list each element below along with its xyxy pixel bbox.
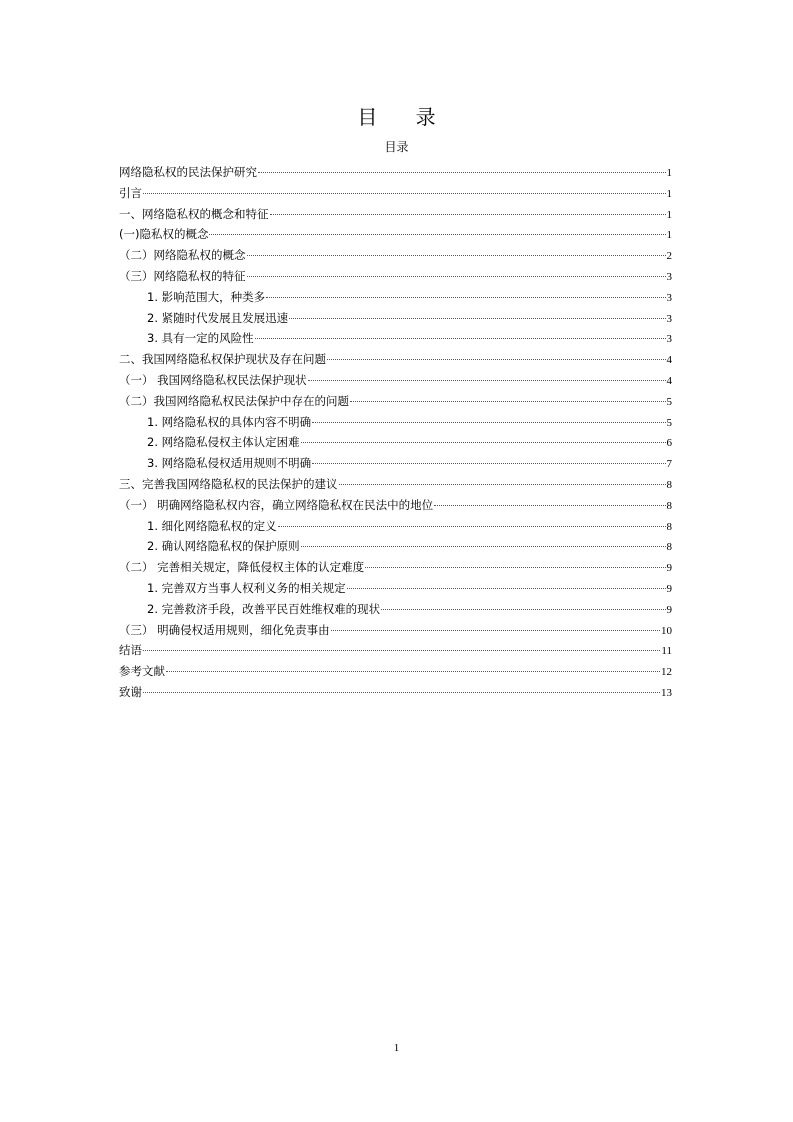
toc-entry-page: 12 (661, 666, 672, 679)
dot-leader (166, 671, 660, 672)
toc-entry-label: 1. 完善双方当事人权利义务的相关规定 (147, 580, 346, 595)
dot-leader (312, 422, 665, 423)
toc-entry-page: 13 (661, 686, 672, 699)
dot-leader (255, 338, 666, 339)
toc-entry-page: 2 (666, 250, 672, 263)
toc-entry-page: 11 (661, 645, 672, 658)
toc-entry-label: （三） 明确侵权适用规则，细化免责事由 (119, 622, 330, 637)
toc-entry[interactable] (119, 578, 672, 599)
dot-leader (143, 193, 666, 194)
dot-leader (301, 546, 666, 547)
toc-entry-page: 4 (666, 374, 672, 387)
toc-entry[interactable] (119, 682, 672, 703)
toc-entry-page: 3 (666, 291, 672, 304)
toc-entry[interactable] (119, 536, 672, 557)
toc-entry-page: 1 (666, 229, 672, 242)
toc-entry[interactable] (119, 266, 672, 287)
toc-entry-label: 致谢 (119, 684, 142, 699)
toc-entry-label: 一、网络隐私权的概念和特征 (119, 206, 269, 221)
toc-entry[interactable] (119, 495, 672, 516)
dot-leader (381, 609, 665, 610)
dot-leader (350, 401, 666, 402)
toc-entry-page: 1 (666, 167, 672, 179)
toc-entry[interactable] (119, 557, 672, 578)
toc-entry-label: 参考文献 (119, 664, 165, 679)
toc-entry-label: 3. 网络隐私侵权适用规则不明确 (147, 456, 312, 471)
toc-entry[interactable] (119, 245, 672, 266)
toc-entry[interactable] (119, 204, 672, 225)
toc-entry-label: （二）网络隐私权的概念 (119, 248, 246, 263)
toc-entry-label: （二）我国网络隐私权民法保护中存在的问题 (119, 393, 349, 408)
footer-page-number: 1 (393, 1042, 400, 1054)
toc-entry[interactable] (119, 308, 672, 329)
dot-leader (289, 318, 665, 319)
toc-entry-page: 8 (666, 520, 672, 533)
toc-entry-page: 4 (666, 354, 672, 367)
toc-entry[interactable] (119, 287, 672, 308)
page-title: 目 录 (357, 105, 452, 129)
toc-entry-label: 2. 网络隐私侵权主体认定困难 (147, 435, 300, 450)
dot-leader (347, 588, 666, 589)
toc-entry[interactable] (119, 640, 672, 661)
toc-entry-label: （二） 完善相关规定，降低侵权主体的认定难度 (119, 560, 365, 575)
toc-entry[interactable] (119, 474, 672, 495)
toc-entry-label: 2. 完善救济手段，改善平民百姓维权难的现状 (147, 601, 381, 616)
toc-entry-label: 2. 紧随时代发展且发展迅速 (147, 310, 289, 325)
toc-entry[interactable] (119, 516, 672, 537)
toc-entry[interactable] (119, 661, 672, 682)
toc-entry-label: （三）网络隐私权的特征 (119, 268, 246, 283)
dot-leader (258, 172, 666, 173)
dot-leader (247, 255, 666, 256)
toc-entry[interactable] (119, 620, 672, 641)
toc-entry[interactable] (119, 224, 672, 245)
toc-entry-label: 二、我国网络隐私权保护现状及存在问题 (119, 352, 326, 367)
table-of-contents (119, 162, 672, 703)
toc-entry[interactable] (119, 599, 672, 620)
dot-leader (327, 359, 666, 360)
toc-entry[interactable] (119, 328, 672, 349)
dot-leader (365, 567, 665, 568)
dot-leader (278, 526, 666, 527)
dot-leader (339, 484, 666, 485)
toc-entry-label: 引言 (119, 185, 142, 200)
toc-entry-label: 结语 (119, 643, 142, 658)
toc-entry-page: 5 (666, 416, 672, 429)
toc-entry-label: 三、完善我国网络隐私权的民法保护的建议 (119, 476, 338, 491)
dot-leader (209, 234, 665, 235)
toc-entry-label: (一)隐私权的概念 (119, 227, 209, 242)
toc-entry[interactable] (119, 412, 672, 433)
toc-entry-page: 9 (666, 603, 672, 616)
dot-leader (301, 442, 666, 443)
toc-entry-page: 8 (666, 499, 672, 512)
toc-entry-page: 1 (666, 187, 672, 200)
toc-entry-page: 8 (666, 478, 672, 491)
toc-heading: 目录 (384, 140, 409, 154)
dot-leader (331, 630, 660, 631)
dot-leader (143, 650, 660, 651)
dot-leader (434, 505, 665, 506)
dot-leader (270, 214, 666, 215)
toc-entry-page: 1 (666, 208, 672, 221)
toc-entry-label: 1. 网络隐私权的具体内容不明确 (147, 414, 312, 429)
toc-entry-label: 网络隐私权的民法保护研究 (119, 165, 257, 179)
toc-entry-page: 8 (666, 541, 672, 554)
dot-leader (143, 692, 660, 693)
toc-entry[interactable] (119, 162, 672, 183)
toc-entry[interactable] (119, 391, 672, 412)
dot-leader (266, 297, 665, 298)
dot-leader (308, 380, 666, 381)
toc-entry-page: 3 (666, 333, 672, 346)
toc-entry-page: 7 (666, 458, 672, 471)
toc-entry-label: （一） 我国网络隐私权民法保护现状 (119, 372, 307, 387)
toc-entry[interactable] (119, 349, 672, 370)
dot-leader (247, 276, 666, 277)
toc-entry-label: 3. 具有一定的风险性 (147, 331, 254, 346)
toc-entry[interactable] (119, 183, 672, 204)
toc-entry[interactable] (119, 453, 672, 474)
toc-entry-page: 9 (666, 562, 672, 575)
toc-entry[interactable] (119, 432, 672, 453)
toc-entry-page: 10 (661, 624, 672, 637)
dot-leader (312, 463, 665, 464)
toc-entry-label: 1. 影响范围大，种类多 (147, 289, 266, 304)
toc-entry-page: 3 (666, 312, 672, 325)
toc-entry-page: 5 (666, 395, 672, 408)
toc-entry[interactable] (119, 370, 672, 391)
toc-entry-page: 6 (666, 437, 672, 450)
toc-entry-label: 1. 细化网络隐私权的定义 (147, 518, 277, 533)
toc-entry-page: 9 (666, 582, 672, 595)
toc-entry-label: （一） 明确网络隐私权内容，确立网络隐私权在民法中的地位 (119, 497, 434, 512)
toc-entry-label: 2. 确认网络隐私权的保护原则 (147, 539, 300, 554)
toc-entry-page: 3 (666, 270, 672, 283)
